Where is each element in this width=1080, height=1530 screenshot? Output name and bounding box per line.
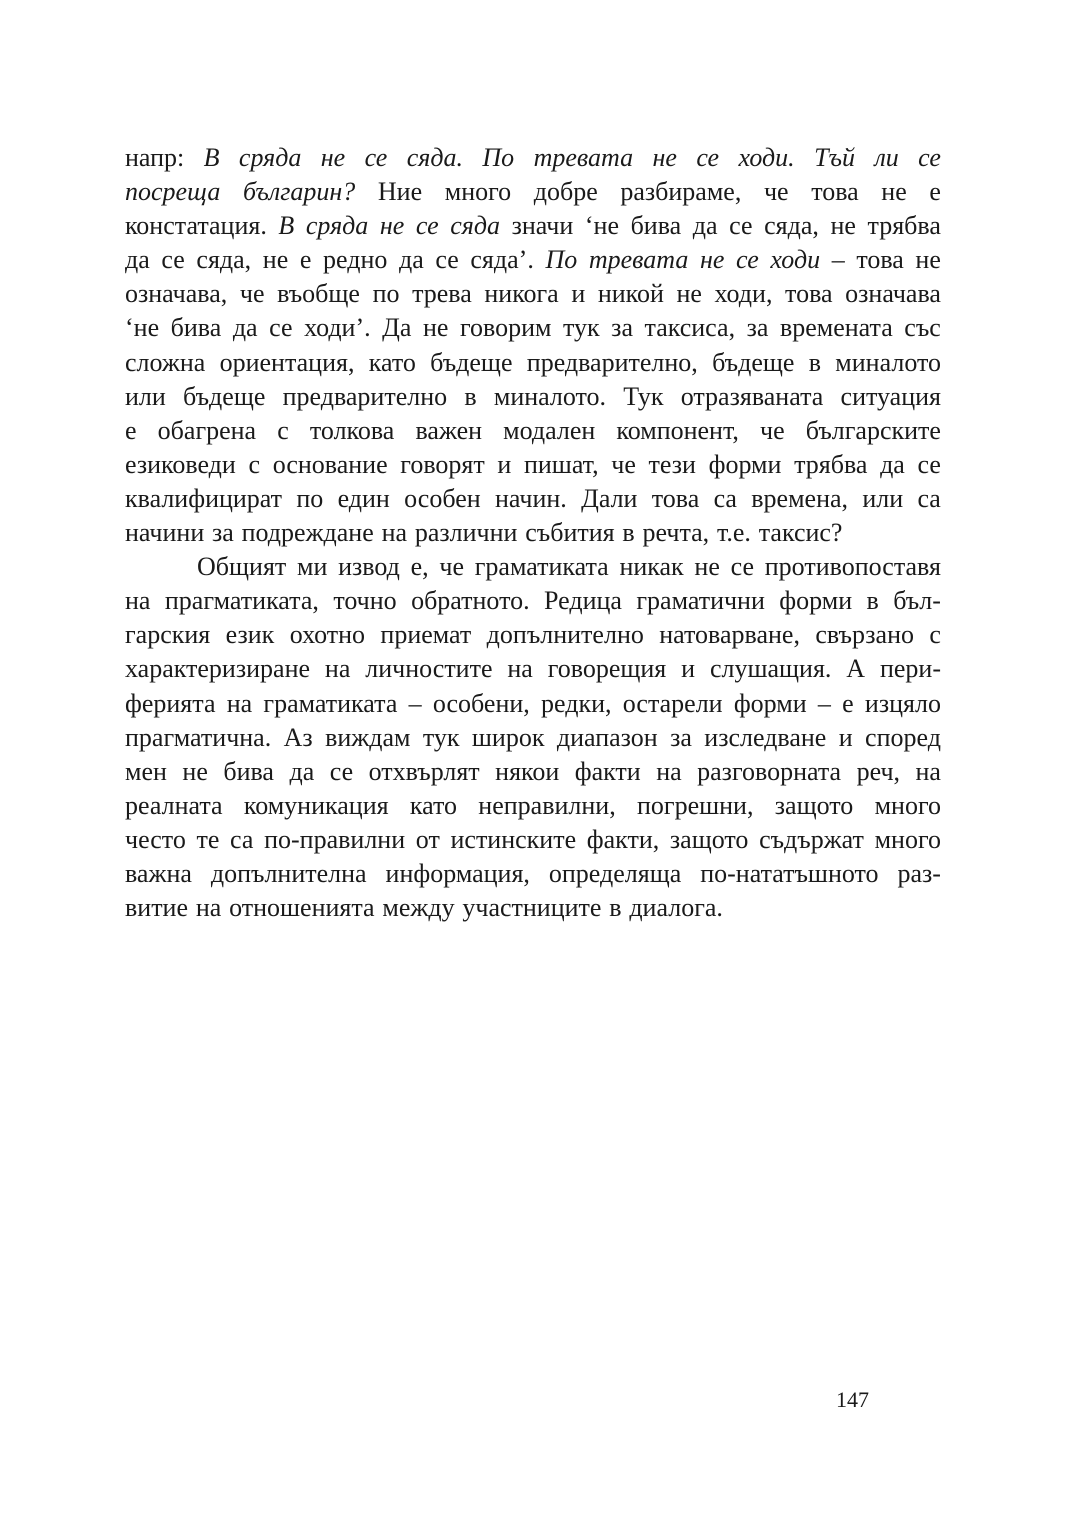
word: че — [239, 279, 265, 309]
word: неправилни, — [478, 790, 616, 820]
word: да — [289, 756, 315, 786]
word: се — [917, 449, 941, 479]
word: бива — [170, 313, 222, 343]
word: е — [125, 415, 137, 445]
word: напр: — [125, 143, 185, 172]
text-line — [125, 243, 941, 277]
word: тук — [422, 722, 460, 752]
word: важна — [125, 858, 192, 888]
word: на — [226, 688, 253, 718]
italic-word: ли — [874, 143, 899, 172]
word: българските — [805, 415, 941, 445]
word: приемат — [380, 620, 472, 650]
word: различни — [414, 518, 518, 548]
word: това — [785, 279, 833, 309]
word: речта, — [642, 518, 710, 548]
word: са — [230, 824, 254, 854]
italic-word: тревата — [533, 143, 634, 172]
word: по — [372, 279, 400, 309]
italic-word: По — [482, 143, 515, 172]
word: или — [862, 483, 904, 513]
word: не — [881, 177, 907, 207]
text-line — [125, 516, 941, 550]
word: и — [681, 654, 696, 684]
word: това — [856, 245, 904, 275]
word: съдържат — [759, 824, 864, 854]
text-line — [125, 721, 941, 755]
word: на — [915, 756, 941, 786]
word: факти — [574, 756, 641, 786]
italic-word: не — [652, 143, 677, 172]
word: реалната — [125, 790, 223, 820]
word: се — [729, 211, 753, 241]
page-number: 147 — [836, 1387, 869, 1412]
word: не — [915, 245, 941, 275]
word: реч, — [856, 756, 901, 786]
word: отхвърлят — [368, 756, 480, 786]
word: форми — [708, 449, 782, 479]
word: бива — [223, 756, 274, 786]
word: се — [435, 245, 459, 275]
word: някои — [495, 756, 560, 786]
word: като — [409, 790, 457, 820]
word: прагматична. — [125, 722, 272, 752]
word: отразяваната — [680, 381, 824, 411]
word: – — [817, 688, 831, 718]
word: като — [368, 347, 416, 377]
word: бива — [630, 211, 682, 241]
word: език — [225, 620, 275, 650]
word: да — [692, 211, 718, 241]
word: за — [670, 722, 692, 752]
word: тези — [648, 449, 696, 479]
word: точно — [333, 586, 397, 616]
word: граматични — [636, 586, 765, 616]
text-line — [125, 414, 941, 448]
word: Тук — [623, 381, 664, 411]
word: извод — [338, 552, 400, 582]
word: е — [929, 177, 941, 207]
italic-word: ходи — [770, 245, 821, 275]
text-line — [125, 857, 941, 891]
text-line — [125, 482, 941, 516]
word: ходи, — [714, 279, 773, 309]
word: участниците — [462, 893, 602, 923]
word: никой — [597, 279, 664, 309]
word: че — [439, 552, 465, 582]
word: разговорната — [697, 756, 842, 786]
word: на — [381, 518, 408, 548]
word: редки, — [541, 688, 612, 718]
word: витие — [125, 893, 189, 923]
word: на — [507, 654, 533, 684]
text-line — [125, 448, 941, 482]
word: особени, — [432, 688, 530, 718]
text-line — [125, 346, 941, 380]
word: бъдеще — [183, 381, 266, 411]
word: много — [444, 177, 512, 207]
word: сяда, — [764, 211, 819, 241]
word: толкова — [309, 415, 395, 445]
word: един — [337, 483, 390, 513]
word: сложна — [125, 347, 206, 377]
text-line — [125, 311, 941, 345]
word: са — [917, 483, 941, 513]
word: важен — [415, 415, 483, 445]
word: т.е. — [716, 518, 751, 548]
text-line — [125, 209, 941, 243]
word: за — [611, 313, 633, 343]
word: особен — [404, 483, 481, 513]
word: миналото — [835, 347, 941, 377]
word: подреждане — [241, 518, 374, 548]
word: никога — [484, 279, 559, 309]
italic-word: Тъй — [814, 143, 856, 172]
word: сяда, — [196, 245, 252, 275]
word: широк — [471, 722, 545, 752]
word: никак — [619, 552, 684, 582]
word: по-нататъшното — [700, 858, 879, 888]
word: на — [656, 756, 682, 786]
word: компонент, — [616, 415, 739, 445]
italic-word: се — [415, 211, 439, 241]
word: констатация. — [125, 211, 267, 241]
word: комуникация — [243, 790, 389, 820]
word: това — [811, 177, 859, 207]
word: квалифицират — [125, 483, 283, 513]
word: погрешни, — [637, 790, 754, 820]
italic-word: не — [699, 245, 725, 275]
word: говорещия — [547, 654, 667, 684]
word: – — [408, 688, 422, 718]
word: предварително, — [526, 347, 698, 377]
word: те — [196, 824, 220, 854]
word: от — [415, 824, 440, 854]
word: в — [622, 518, 635, 548]
word: ситуация — [840, 381, 941, 411]
word: не — [422, 313, 449, 343]
word: бъл- — [893, 586, 941, 616]
word: граматиката — [474, 552, 609, 582]
text-line — [125, 618, 941, 652]
word: между — [382, 893, 455, 923]
word: начини — [125, 518, 205, 548]
word: по — [296, 483, 324, 513]
word: ‘не — [125, 313, 160, 343]
word: отношенията — [229, 893, 375, 923]
word: в — [464, 381, 477, 411]
word: основание — [272, 449, 388, 479]
word: се — [269, 313, 293, 343]
text-line — [125, 891, 941, 925]
word: езиковеди — [125, 449, 236, 479]
text-line — [125, 789, 941, 823]
word: трябва — [794, 449, 868, 479]
italic-word: се — [918, 143, 941, 172]
italic-word: сяда. — [406, 143, 464, 172]
word: да — [880, 449, 905, 479]
word: диапазон — [556, 722, 658, 752]
italic-word: По — [545, 245, 578, 275]
word: е, — [410, 552, 429, 582]
word: редно — [323, 245, 388, 275]
word: тук — [562, 313, 600, 343]
word: свързано — [815, 620, 914, 650]
word: граматиката — [263, 688, 398, 718]
word: времената — [779, 313, 893, 343]
italic-word: се — [696, 143, 720, 172]
word: добре — [533, 177, 598, 207]
italic-word: сяда — [450, 211, 501, 241]
word: в — [609, 893, 622, 923]
word: Общият — [197, 552, 287, 582]
word: личностите — [365, 654, 493, 684]
word: на — [125, 586, 151, 616]
word: с — [248, 449, 261, 479]
word: и — [497, 449, 512, 479]
italic-word: се — [364, 143, 388, 172]
word: са — [713, 483, 737, 513]
word: това — [651, 483, 700, 513]
word: бъдеще — [430, 347, 513, 377]
word: миналото. — [493, 381, 607, 411]
word: често — [125, 824, 186, 854]
italic-word: В — [203, 143, 220, 172]
word: че — [611, 449, 636, 479]
word: според — [865, 722, 941, 752]
word: ферията — [125, 688, 216, 718]
word: да — [232, 313, 258, 343]
word: таксиса, — [644, 313, 736, 343]
word: Редица — [544, 586, 622, 616]
word: предварително — [282, 381, 448, 411]
italic-word: българин? — [242, 177, 356, 207]
word: раз- — [897, 858, 941, 888]
word: диалога. — [629, 893, 723, 923]
word: да — [398, 245, 424, 275]
word: – — [831, 245, 845, 275]
word: и — [838, 722, 853, 752]
word: Аз — [283, 722, 313, 752]
word: защото — [669, 824, 749, 854]
word: за — [212, 518, 234, 548]
word: събития — [525, 518, 615, 548]
word: значи — [511, 211, 574, 241]
word: разбираме, — [620, 177, 742, 207]
word: се — [730, 552, 755, 582]
italic-word: сряда — [238, 143, 302, 172]
word: че — [760, 415, 785, 445]
word: форми — [733, 688, 807, 718]
text-line — [125, 277, 941, 311]
body-text — [125, 141, 941, 925]
italic-word: В — [278, 211, 295, 241]
word: форми — [779, 586, 853, 616]
word: допълнително — [486, 620, 644, 650]
word: допълнителна — [210, 858, 367, 888]
word: говорят — [400, 449, 485, 479]
word: се — [161, 245, 185, 275]
word: обратното. — [411, 586, 530, 616]
word: времена, — [751, 483, 849, 513]
word: сяда’. — [470, 245, 534, 275]
word: с — [277, 415, 289, 445]
word: не — [830, 211, 856, 241]
word: говорим — [459, 313, 552, 343]
italic-word: ходи. — [738, 143, 795, 172]
italic-word: се — [736, 245, 759, 275]
word: в — [866, 586, 879, 616]
word: и — [571, 279, 586, 309]
text-line — [125, 141, 941, 175]
italic-word: сряда — [305, 211, 369, 241]
text-line — [125, 687, 941, 721]
word: А — [846, 654, 866, 684]
word: виждам — [325, 722, 411, 752]
text-line — [125, 175, 941, 209]
word: не — [694, 552, 720, 582]
word: определяща — [548, 858, 682, 888]
word: мен — [125, 756, 167, 786]
word: много — [874, 790, 941, 820]
word: изследване — [704, 722, 827, 752]
word: на — [195, 893, 222, 923]
word: изцяло — [864, 688, 941, 718]
word: с — [929, 620, 941, 650]
word: модален — [503, 415, 596, 445]
word: начин. — [494, 483, 567, 513]
word: обагрена — [157, 415, 257, 445]
word: не — [182, 756, 208, 786]
text-line — [125, 584, 941, 618]
italic-word: тревата — [588, 245, 689, 275]
word: ми — [297, 552, 328, 582]
word: е — [299, 245, 312, 275]
word: трябва — [867, 211, 941, 241]
word: ориентация, — [219, 347, 355, 377]
word: в — [808, 347, 822, 377]
word: ходи’. — [304, 313, 371, 343]
text-line — [125, 380, 941, 414]
word: слушащия. — [709, 654, 832, 684]
word: е — [842, 688, 854, 718]
word: ‘не — [584, 211, 619, 241]
word: не — [676, 279, 702, 309]
word: пишат, — [523, 449, 599, 479]
word: охотно — [289, 620, 366, 650]
paragraph — [125, 550, 941, 925]
word: за — [746, 313, 769, 343]
word: натоварване, — [659, 620, 800, 650]
word: се — [329, 756, 354, 786]
word: истинските — [450, 824, 577, 854]
word: информация, — [385, 858, 530, 888]
italic-word: не — [379, 211, 405, 241]
word: че — [763, 177, 789, 207]
text-line — [125, 823, 941, 857]
word: много — [874, 824, 941, 854]
word: със — [904, 313, 941, 343]
word: Да — [382, 313, 412, 343]
text-line — [125, 652, 941, 686]
word: факти, — [586, 824, 660, 854]
word: таксис? — [758, 518, 843, 548]
text-line — [125, 755, 941, 789]
word: защото — [774, 790, 854, 820]
word: или — [125, 381, 166, 411]
word: Дали — [581, 483, 638, 513]
text-line — [125, 550, 941, 584]
word: бъдеще — [712, 347, 795, 377]
word: характеризиране — [125, 654, 311, 684]
italic-word: посреща — [125, 177, 221, 207]
word: противопоставя — [764, 552, 941, 582]
word: да — [125, 245, 150, 275]
word: на — [324, 654, 351, 684]
word: прагматиката, — [164, 586, 319, 616]
italic-word: не — [320, 143, 346, 172]
word: въобще — [277, 279, 360, 309]
paragraph — [125, 141, 941, 550]
word: трева — [412, 279, 472, 309]
word: пери- — [879, 654, 941, 684]
word: означава — [845, 279, 941, 309]
word: означава, — [125, 279, 228, 309]
word: по-правилни — [264, 824, 406, 854]
word: Ние — [377, 177, 423, 207]
word: гарския — [125, 620, 211, 650]
word: не — [262, 245, 289, 275]
word: остарели — [622, 688, 723, 718]
